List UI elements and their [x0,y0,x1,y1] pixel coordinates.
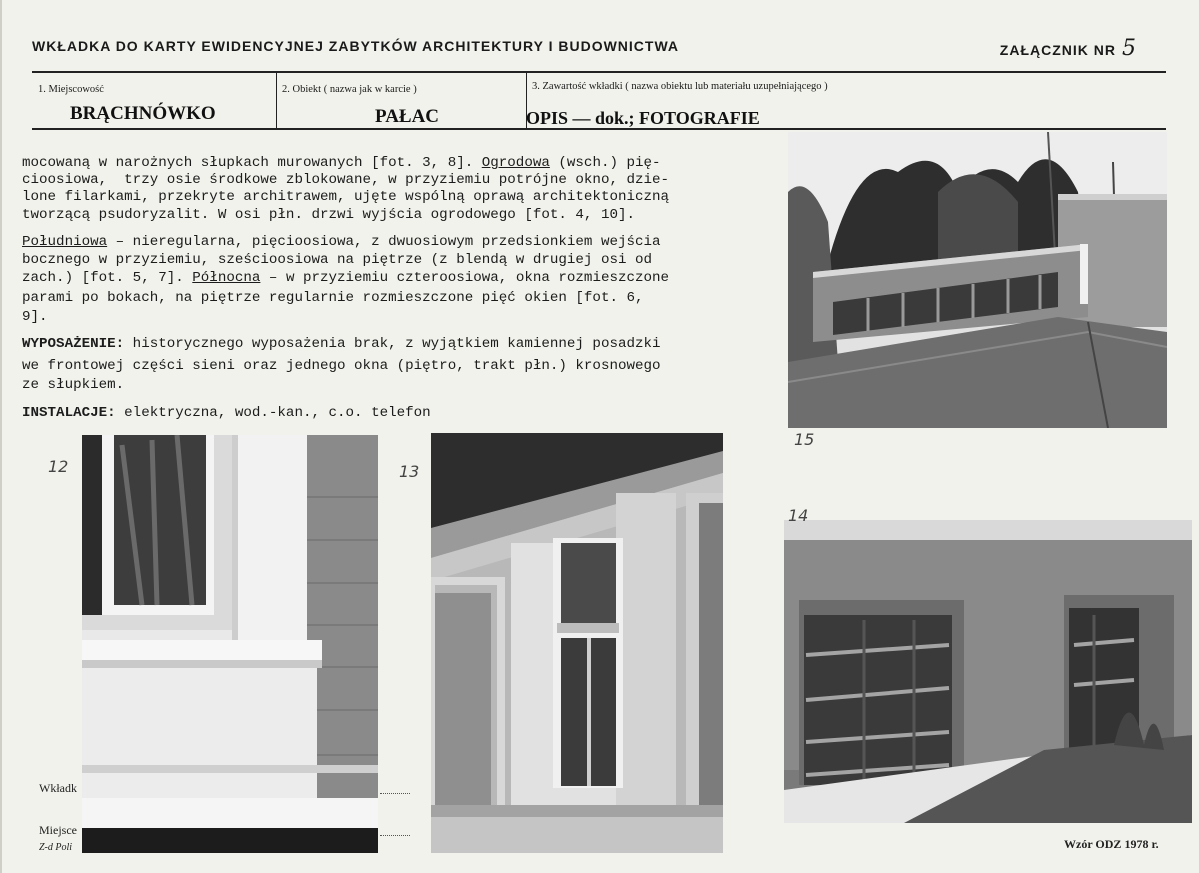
field-1-value: BRĄCHNÓWKO [70,103,216,124]
photo-13-number: 13 [399,462,420,481]
description-line-4: tworzącą psudoryzalit. W osi płn. drzwi wyjścia ogrodowego [fot. 4, 10]. [22,207,635,223]
description-line-1 [22,155,661,172]
equipment-line-3: ze słupkiem. [22,377,125,393]
line-1-part-a: mocowaną w narożnych słupkach murowanych [fot. 3, 8]. [22,155,482,171]
annex-number: 5 [1122,36,1137,61]
photo-15-roof [788,132,1167,428]
photo-12-corner [82,435,378,853]
line-7-part-c: – w przyziemiu czteroosiowa, okna rozmieszczone [260,270,670,286]
footer-form-model: Wzór ODZ 1978 r. [1064,837,1159,851]
line-7-part-a: zach.) [fot. 5, 7]. [22,270,193,286]
photo-14-basement [784,520,1192,823]
equipment-text-1: historycznego wyposażenia brak, z wyjątkiem kamiennej posadzki [124,336,661,352]
field-2-value: PAŁAC [375,106,440,127]
description-line-7 [22,270,669,287]
photo-15-number: 15 [794,430,815,449]
field-3-label: 3. Zawartość wkładki ( nazwa obiektu lub materiału uzupełniającego ) [532,81,828,92]
field-2-label: 2. Obiekt ( nazwa jak w karcie ) [282,84,417,95]
installations-line [22,405,431,422]
field-1-label: 1. Miejscowość [38,84,104,95]
field-3-value: OPIS — dok.; FOTOGRAFIE [526,108,760,128]
sheet-title: WKŁADKA DO KARTY EWIDENCYJNEJ ZABYTKÓW ARCHITEKTURY I BUDOWNICTWA [32,38,680,54]
photo-12-number: 12 [48,457,69,476]
photo-13-window [431,433,723,853]
header-divider-1 [276,72,277,129]
equipment-line-2: we frontowej części sieni oraz jednego okna (piętro, trakt płn.) krosnowego [22,358,661,374]
annex-label [1000,36,1137,61]
description-line-5 [22,234,661,251]
line-1-part-c: (wsch.) pię- [549,155,661,171]
equipment-line-1 [22,336,661,353]
footer-wkladka-label: Wkładk [39,781,77,795]
equipment-heading: WYPOSAŻENIE: [22,336,125,352]
heading-polnocna: Północna [192,270,261,286]
footer-dotted-line-2 [380,835,410,836]
footer-dotted-line-1 [380,793,410,794]
description-line-6: bocznego w przyziemiu, sześcioosiowa na piętrze (z blendą w drugiej osi od [22,252,653,268]
description-line-2: cioosiowa, trzy osie środkowe zblokowane, w przyziemiu potrójne okno, dzie- [22,172,670,188]
footer-publisher: Z-d Poli [39,842,73,853]
description-line-8: parami po bokach, na piętrze regularnie rozmieszczone pięć okien [fot. 6, [22,290,644,306]
footer-miejsce-label: Miejsce [39,823,77,837]
photo-14-number: 14 [788,506,809,525]
heading-ogrodowa: Ogrodowa [481,155,550,171]
description-line-9: 9]. [22,309,48,325]
installations-heading: INSTALACJE: [22,405,116,421]
annex-label-text: ZAŁĄCZNIK NR [999,42,1116,58]
header-rule-top [32,71,1166,73]
description-line-3: lone filarkami, przekryte architrawem, ujęte wspólną oprawą architektoniczną [22,189,670,205]
installations-text: elektryczna, wod.-kan., c.o. telefon [115,405,431,421]
line-5-part-b: – nieregularna, pięcioosiowa, z dwuosiowym przedsionkiem wejścia [107,234,661,250]
heading-poludniowa: Południowa [22,234,108,250]
